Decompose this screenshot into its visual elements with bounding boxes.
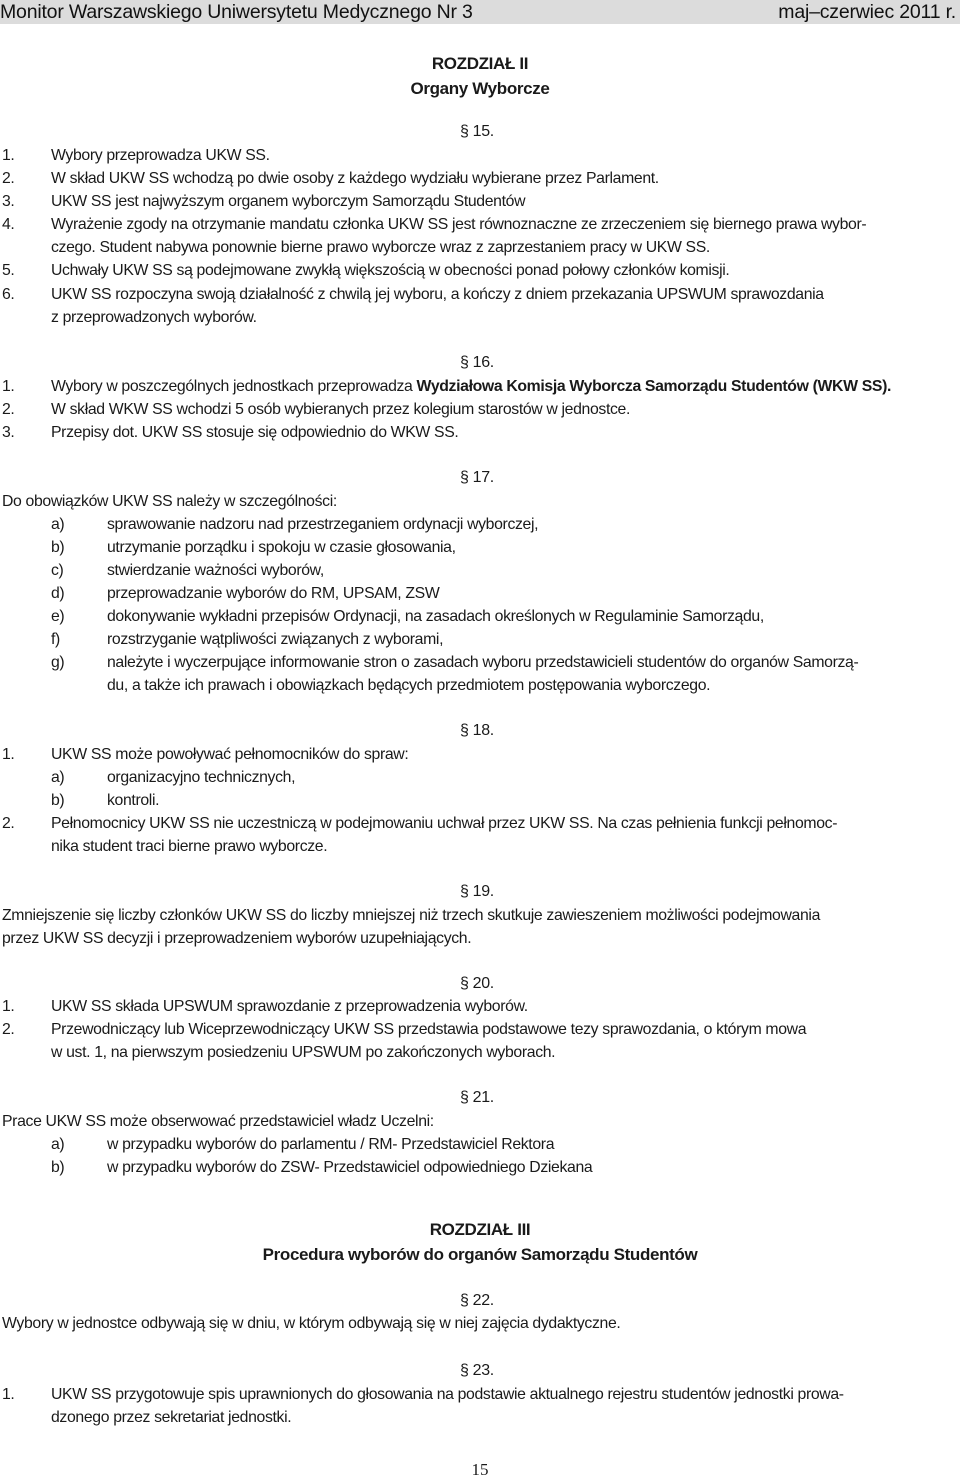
section-17-heading: § 17. (460, 469, 494, 486)
chapter-2-label: ROZDZIAŁ II (431, 54, 529, 73)
issue-date: maj–czerwiec 2011 r. (778, 1, 956, 23)
chapter-2-subtitle: Organy Wyborcze (410, 79, 550, 98)
bold-term: Wydziałowa Komisja Wyborcza Samorządu Studentów (WKW SS). (416, 378, 892, 395)
section-15-heading: § 15. (460, 123, 494, 140)
page-number: 15 (471, 1460, 489, 1479)
chapter-3-label: ROZDZIAŁ III (429, 1220, 531, 1239)
section-21-heading: § 21. (460, 1089, 494, 1106)
section-18-heading: § 18. (460, 722, 494, 739)
section-22-heading: § 22. (460, 1292, 494, 1309)
chapter-3-subtitle: Procedura wyborów do organów Samorządu Studentów (262, 1245, 698, 1264)
section-20-heading: § 20. (460, 975, 494, 992)
section-16-heading: § 16. (460, 354, 494, 371)
page-header (0, 0, 960, 24)
section-23-heading: § 23. (460, 1362, 494, 1379)
section-19-heading: § 19. (460, 883, 494, 900)
journal-title: Monitor Warszawskiego Uniwersytetu Medycznego Nr 3 (0, 1, 473, 23)
